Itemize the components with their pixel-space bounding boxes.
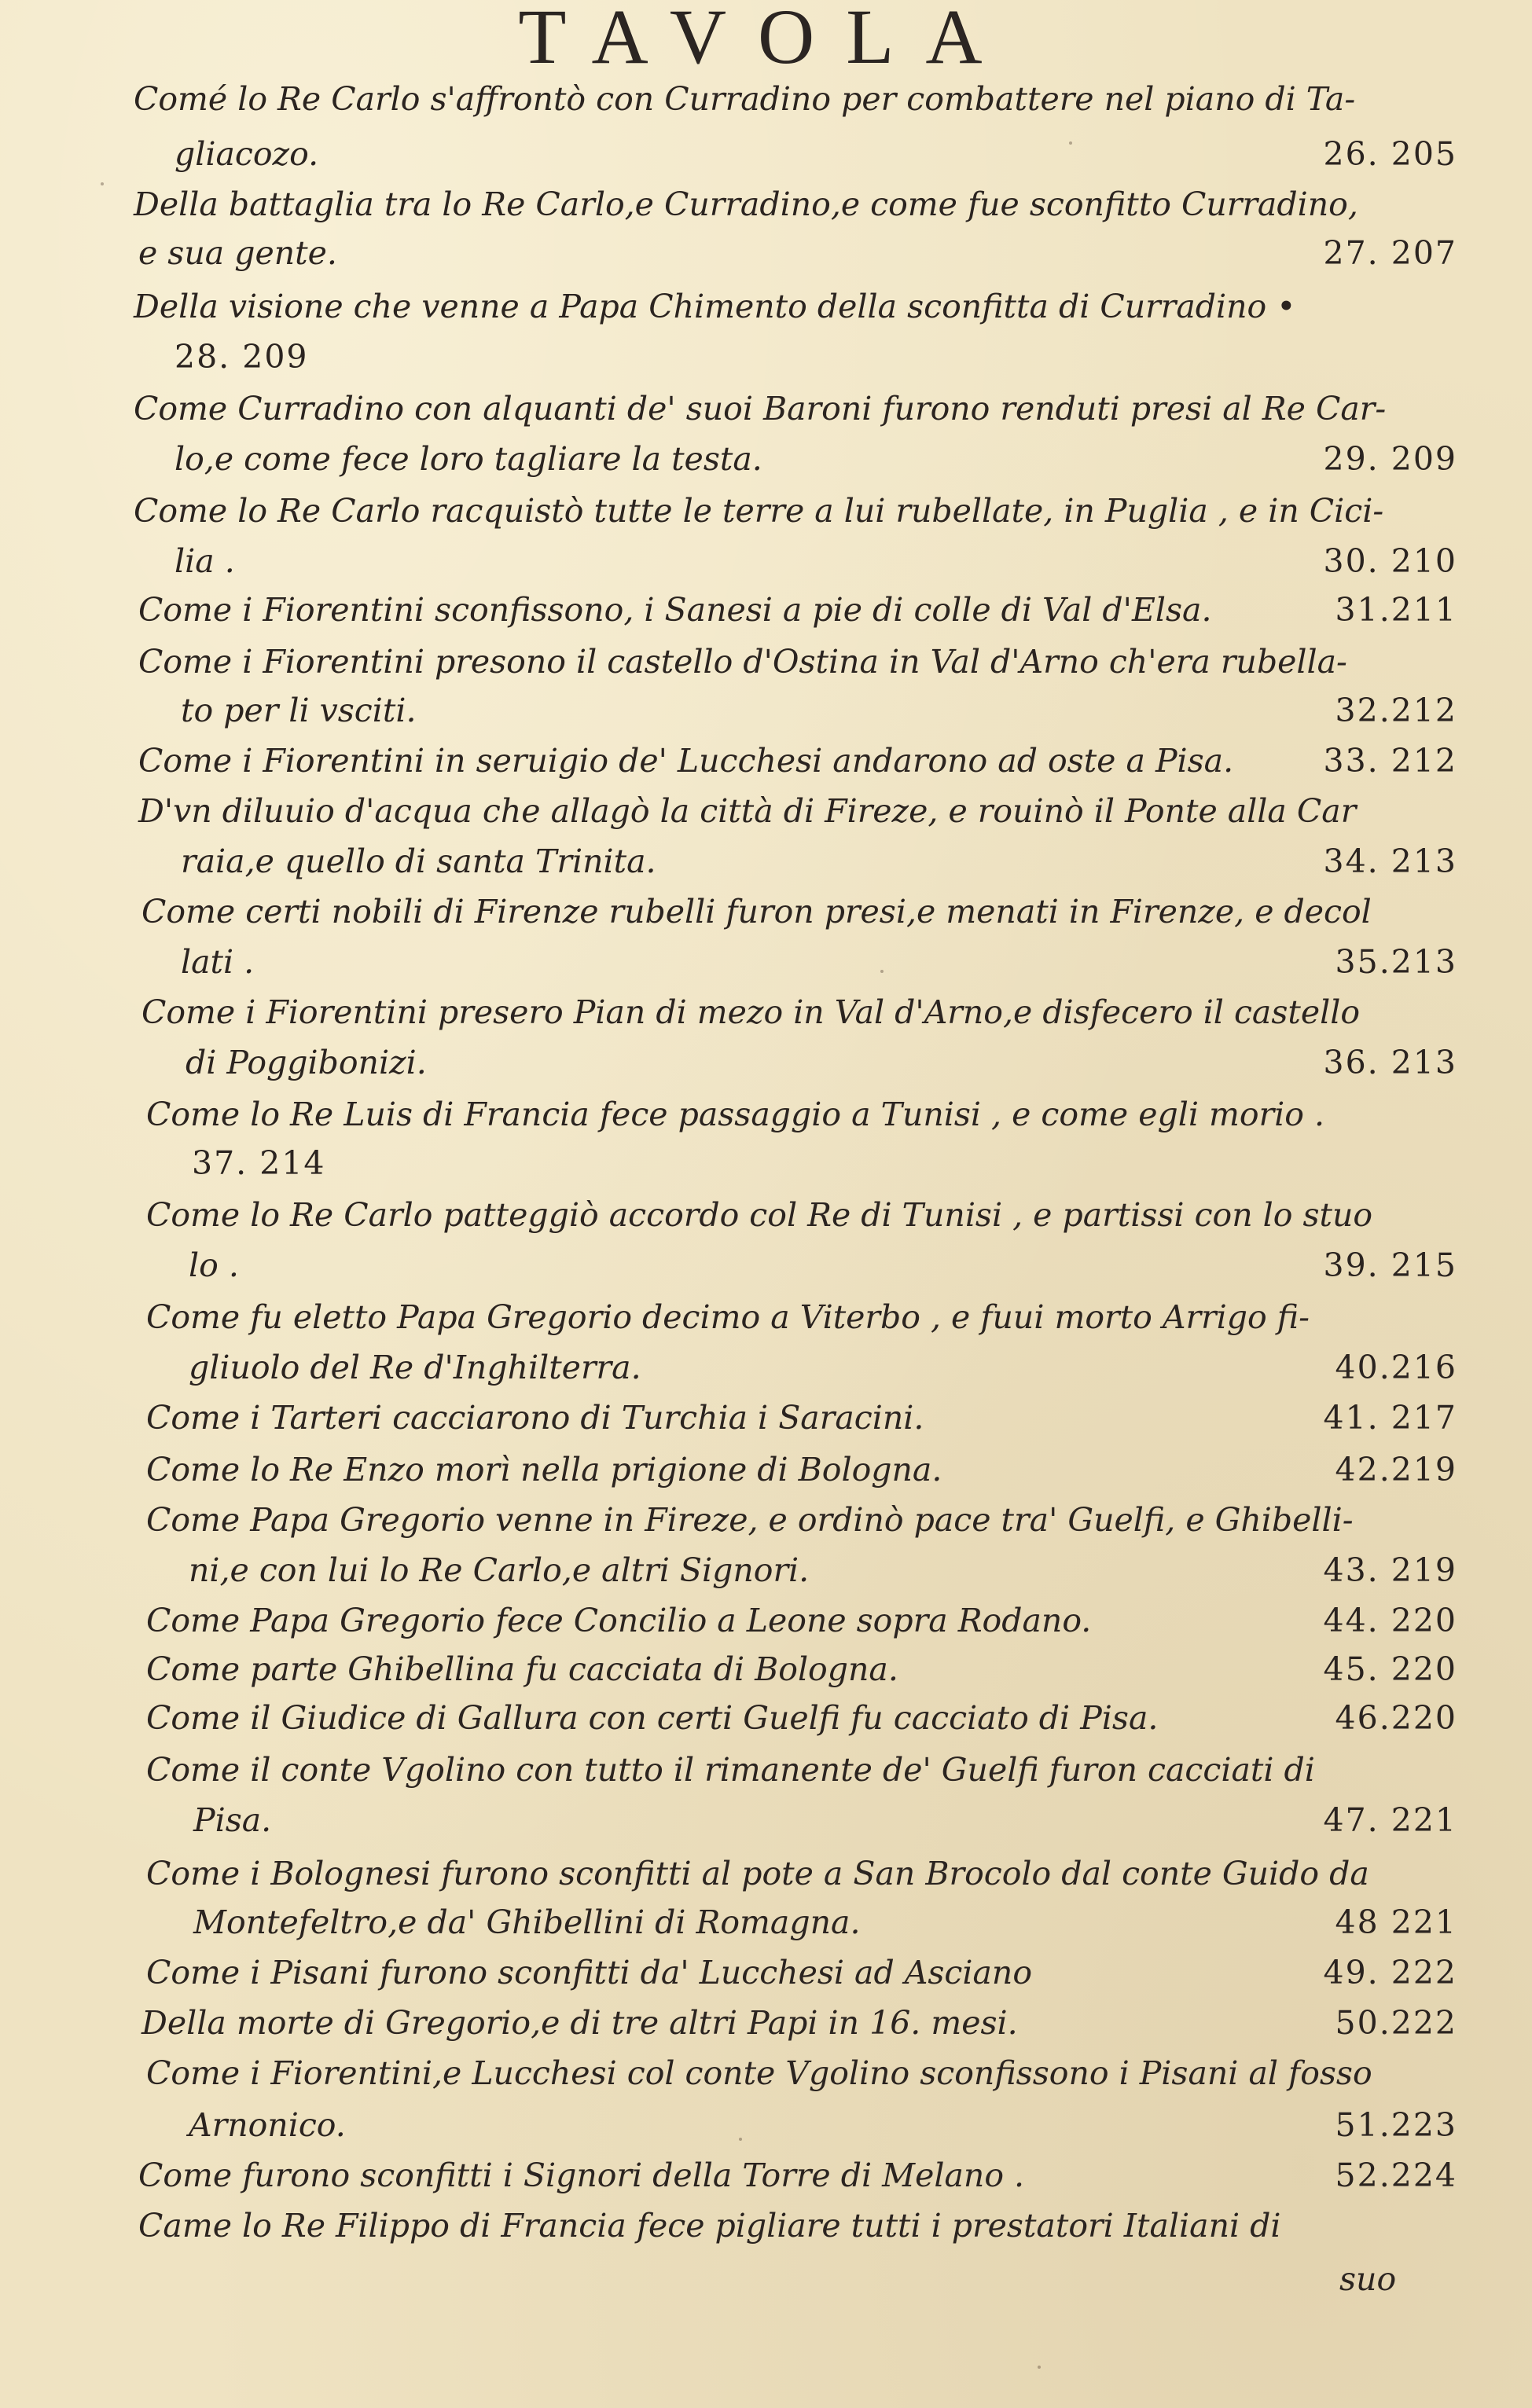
entry-line: Come Papa Gregorio venne in Fireze, e ordinò pace tra' Guelfi, e Ghibelli- [146,1501,1354,1539]
entry-line: Come i Fiorentini,e Lucchesi col conte Vgolino sconfissono i Pisani al fosso [146,2054,1372,2092]
entry-ref: 42.219 [1335,1451,1457,1488]
entry-line: Arnonico. [189,2106,346,2144]
entry-line: Pisa. [193,1801,272,1839]
entry-line: Come i Fiorentini sconfissono, i Sanesi a pie di colle di Val d'Elsa. [138,591,1212,629]
entry-line: to per li vsciti. [181,692,417,729]
entry-line: Come i Fiorentini presero Pian di mezo in Val d'Arno,e disfecero il castello [141,993,1361,1031]
entry-ref: 44. 220 [1323,1602,1457,1639]
entry-line: Come i Bolognesi furono sconfitti al pote a San Brocolo dal conte Guido da [146,1855,1369,1892]
entry-line: Came lo Re Filippo di Francia fece pigliare tutti i prestatori Italiani di [138,2207,1281,2245]
entry-line: Come i Tarteri cacciarono di Turchia i Saracini. [146,1399,924,1437]
entry-ref: 29. 209 [1323,440,1457,478]
entry-line: raia,e quello di santa Trinita. [181,842,656,880]
entry-ref: 50.222 [1335,2004,1457,2042]
paper-speck [1069,141,1072,145]
entry-line: Come lo Re Carlo racquistò tutte le terre a lui rubellate, in Puglia , e in Cici- [134,492,1384,530]
entry-line: lati . [181,943,255,981]
entry-ref: 32.212 [1335,692,1457,729]
entry-line: Come lo Re Enzo morì nella prigione di Bologna. [146,1451,942,1488]
entry-line: Comé lo Re Carlo s'affrontò con Curradino per combattere nel piano di Ta- [134,80,1356,118]
entry-ref: 51.223 [1335,2106,1457,2144]
entry-ref: 49. 222 [1323,1954,1457,1991]
entry-ref: 31.211 [1335,591,1457,629]
entry-ref: 45. 220 [1323,1650,1457,1688]
entry-ref: 52.224 [1335,2157,1457,2194]
entry-ref: 30. 210 [1323,542,1457,580]
entry-line: Come Papa Gregorio fece Concilio a Leone sopra Rodano. [146,1602,1092,1639]
entry-ref: 26. 205 [1323,135,1457,173]
entry-line: Come certi nobili di Firenze rubelli furon presi,e menati in Firenze, e decol [141,893,1372,931]
entry-line: di Poggibonizi. [186,1044,427,1081]
entry-ref: 36. 213 [1323,1044,1457,1081]
entry-ref: 34. 213 [1323,842,1457,880]
entry-ref: 48 221 [1335,1903,1457,1941]
entry-line: lo,e come fece loro tagliare la testa. [175,440,762,478]
entry-line: ni,e con lui lo Re Carlo,e altri Signori. [189,1551,810,1589]
catchword: suo [1339,2260,1397,2298]
entry-ref: 39. 215 [1323,1246,1457,1284]
entry-ref: 35.213 [1335,943,1457,981]
entry-ref: 47. 221 [1323,1801,1457,1839]
entry-line: Della battaglia tra lo Re Carlo,e Curradino,e come fue sconfitto Curradino, [134,185,1358,223]
entry-ref: 46.220 [1335,1699,1457,1737]
entry-ref: 27. 207 [1323,234,1457,272]
entry-line: Come i Fiorentini presono il castello d'Ostina in Val d'Arno ch'era rubella- [138,643,1347,681]
entry-line: D'vn diluuio d'acqua che allagò la città di Fireze, e rouinò il Ponte alla Car [138,792,1357,830]
entry-line: Come lo Re Carlo patteggiò accordo col Re di Tunisi , e partissi con lo stuo [146,1196,1373,1234]
paper-speck [739,2138,742,2141]
entry-line: Come i Fiorentini in seruigio de' Lucchesi andarono ad oste a Pisa. [138,742,1234,780]
paper-speck [1038,2366,1041,2369]
entry-ref: 28. 209 [175,338,309,376]
entry-ref: 43. 219 [1323,1551,1457,1589]
entry-ref: 41. 217 [1323,1399,1457,1437]
entry-line: Della visione che venne a Papa Chimento della sconfitta di Curradino • [134,288,1296,325]
header-title: TAVOLA [518,0,1014,80]
entry-line: lo . [189,1246,239,1284]
entry-line: e sua gente. [138,234,337,272]
entry-line: Come lo Re Luis di Francia fece passaggio a Tunisi , e come egli morio . [146,1096,1325,1133]
entry-line: Montefeltro,e da' Ghibellini di Romagna. [193,1903,861,1941]
entry-line: gliuolo del Re d'Inghilterra. [189,1349,641,1386]
entry-line: Come Curradino con alquanti de' suoi Baroni furono renduti presi al Re Car- [134,390,1387,428]
entry-ref: 40.216 [1335,1349,1457,1386]
entry-line: Come fu eletto Papa Gregorio decimo a Viterbo , e fuui morto Arrigo fi- [146,1298,1310,1336]
entry-line: gliacozo. [175,135,319,173]
entry-ref: 33. 212 [1323,742,1457,780]
entry-line: Della morte di Gregorio,e di tre altri Papi in 16. mesi. [141,2004,1018,2042]
entry-line: lia . [175,542,235,580]
paper-speck [101,182,104,185]
entry-line: Come i Pisani furono sconfitti da' Lucchesi ad Asciano [146,1954,1033,1991]
entry-line: Come il Giudice di Gallura con certi Guelfi fu cacciato di Pisa. [146,1699,1159,1737]
entry-line: Come parte Ghibellina fu cacciata di Bologna. [146,1650,898,1688]
paper-speck [880,970,884,973]
entry-line: Come furono sconfitti i Signori della Torre di Melano . [138,2157,1025,2194]
entry-line: Come il conte Vgolino con tutto il rimanente de' Guelfi furon cacciati di [146,1751,1315,1789]
entry-ref: 37. 214 [192,1144,326,1182]
